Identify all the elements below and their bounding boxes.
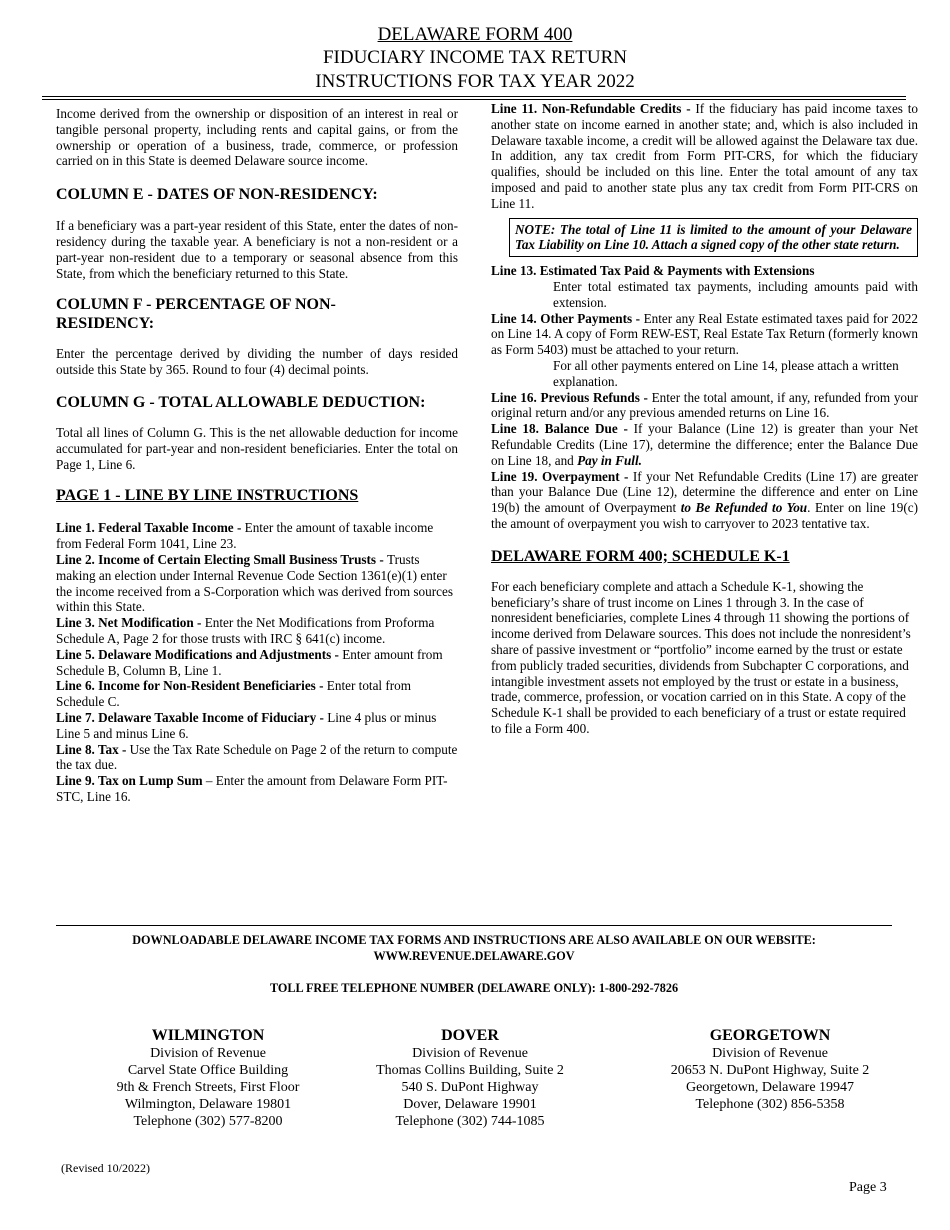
line-text: Enter the amount of taxable income from Federal Form 1041, Line 23.: [56, 520, 434, 552]
line-14-item: [491, 311, 918, 358]
download-notice: DOWNLOADABLE DELAWARE INCOME TAX FORMS AND INSTRUCTIONS ARE ALSO AVAILABLE ON OUR WEBSITE:: [132, 933, 816, 947]
line-2-item: [56, 552, 458, 615]
column-g-heading: COLUMN G - TOTAL ALLOWABLE DEDUCTION:: [56, 393, 426, 411]
right-column: [491, 101, 918, 737]
line-13-text: Enter total estimated tax payments, including amounts paid with extension.: [553, 278, 918, 310]
line-13-item: [491, 263, 918, 279]
line-14-text-extra: For all other payments entered on Line 14, please attach a written explanation.: [553, 357, 899, 389]
source-income-paragraph: Income derived from the ownership or disposition of an interest in real or tangible personal property, including rents and capital gains, or from the ownership or operation of a business, trade, commerce, or profession carried on in this State is deemed Delaware source income.: [56, 106, 458, 169]
office-line: Dover, Delaware 19901: [403, 1097, 537, 1112]
line-label: Line 16. Previous Refunds -: [491, 389, 648, 405]
column-g-text: Total all lines of Column G. This is the net allowable deduction for income accumulated for part-year and non-resident beneficiaries. Enter the total on Page 1, Line 6.: [56, 424, 458, 472]
office-city: DOVER: [441, 1027, 499, 1044]
line-text: Enter any Real Estate estimated taxes paid for 2022 on Line 14. A copy of Form REW-EST, Real Estate Tax Return (formerly known as Form 5403) must be attached to your return.: [491, 310, 918, 358]
line-text: Enter the total amount, if any, refunded from your original return and/or any previous amended returns on Line 16.: [491, 389, 918, 421]
website-link[interactable]: WWW.REVENUE.DELAWARE.GOV: [373, 949, 575, 963]
office-line: Division of Revenue: [712, 1046, 828, 1061]
line-text: Use the Tax Rate Schedule on Page 2 of the return to compute the tax due.: [56, 741, 458, 773]
schedule-k1-text: For each beneficiary complete and attach a Schedule K-1, showing the beneficiary’s share of trust income on Lines 1 through 3. In the case of nonresident beneficiaries, complete Lines 4 through 11 showing the portions of income derived from Delaware sources. This does not include the nonresident’s share of passive investment or “portfolio” income earned by the trust or estate from publicly traded securities, dividends from Subchapter C corporations, and intangible investment assets not employed by the trust or estate in a business, trade, commerce, profession, or vocation carried on in this State. A copy of the Schedule K-1 shall be provided to each beneficiary of a trust or estate required to file a Form 400.: [491, 578, 911, 736]
line-18-item: [491, 421, 918, 468]
footer-rule: [56, 925, 892, 926]
line-label: Line 8. Tax -: [56, 741, 127, 757]
refund-emphasis: to Be Refunded to You: [680, 500, 808, 516]
office-dover: [350, 1026, 590, 1130]
line-text: Enter the Net Modifications from Proforma Schedule A, Page 2 for those trusts with IRC § 641(c) income.: [56, 615, 435, 646]
office-wilmington: [88, 1026, 328, 1130]
line-text: Line 4 plus or minus Line 5 and minus Line 6.: [56, 709, 437, 741]
line-1-item: [56, 520, 458, 552]
line-label: Line 13. Estimated Tax Paid & Payments with Extensions: [491, 263, 815, 279]
office-line: Wilmington, Delaware 19801: [124, 1097, 292, 1112]
line-3-item: [56, 615, 458, 647]
line-label: Line 14. Other Payments -: [491, 310, 641, 326]
line-11-item: [491, 101, 918, 212]
column-f-text: Enter the percentage derived by dividing the number of days resided outside this State by 365. Round to four (4) decimal points.: [56, 346, 458, 378]
line-instructions-list: [56, 520, 458, 804]
office-city: GEORGETOWN: [709, 1027, 831, 1044]
line-label: Line 1. Federal Taxable Income -: [56, 520, 242, 536]
header-rule-bottom: [42, 99, 906, 100]
line-text: Enter total from Schedule C.: [56, 678, 412, 710]
line-label: Line 19. Overpayment -: [491, 468, 629, 484]
line-label: Line 3. Net Modification -: [56, 615, 202, 631]
line-text: If your Balance (Line 12) is greater than your Net Refundable Credits (Line 17), determine the difference; enter the Balance Due on Line 18, and: [491, 421, 918, 468]
page-number: Page 3: [849, 1180, 887, 1195]
line-9-item: [56, 773, 458, 805]
line-label: Line 7. Delaware Taxable Income of Fiduciary -: [56, 709, 324, 725]
office-line: Division of Revenue: [412, 1046, 528, 1061]
line-label: Line 2. Income of Certain Electing Small Business Trusts -: [56, 551, 388, 567]
line-label: Line 18. Balance Due -: [491, 421, 628, 437]
line-text-cont: . Enter on line 19(c) the amount of overpayment you wish to carryover to 2023 tentative tax.: [491, 500, 918, 531]
schedule-k1-heading: DELAWARE FORM 400; SCHEDULE K-1: [491, 547, 790, 565]
column-f-heading: COLUMN F - PERCENTAGE OF NON-RESIDENCY:: [56, 296, 336, 333]
form-title: DELAWARE FORM 400: [377, 24, 573, 45]
line-7-item: [56, 710, 458, 742]
revision-date: (Revised 10/2022): [61, 1161, 150, 1175]
line-19-item: [491, 469, 918, 532]
office-line: 20653 N. DuPont Highway, Suite 2: [670, 1063, 870, 1078]
pay-in-full-emphasis: Pay in Full.: [577, 452, 642, 468]
office-line: Telephone (302) 577-8200: [133, 1114, 283, 1129]
office-line: Georgetown, Delaware 19947: [685, 1080, 855, 1095]
line-5-item: [56, 647, 458, 679]
office-line: 9th & French Streets, First Floor: [116, 1080, 300, 1095]
line-text: Trusts making an election under Internal Revenue Code Section 1361(e)(1) enter the income received from a S-Corporation which was derived from sources within this State.: [56, 551, 453, 615]
instructions-title: INSTRUCTIONS FOR TAX YEAR 2022: [315, 71, 635, 92]
office-georgetown: [640, 1026, 900, 1113]
line-label: Line 11. Non-Refundable Credits -: [491, 101, 691, 116]
office-line: Division of Revenue: [150, 1046, 266, 1061]
line-text: If your Net Refundable Credits (Line 17) are greater than your Balance Due (Line 12), determine the difference and enter on Line 19(b) the amount of Overpayment: [491, 468, 918, 516]
page1-heading: PAGE 1 - LINE BY LINE INSTRUCTIONS: [56, 487, 359, 505]
office-city: WILMINGTON: [151, 1027, 265, 1044]
office-line: Telephone (302) 744-1085: [395, 1114, 545, 1129]
line-text: Enter amount from Schedule B, Column B, Line 1.: [56, 646, 443, 678]
line-label: Line 9. Tax on Lump Sum: [56, 773, 203, 789]
line-label: Line 5. Delaware Modifications and Adjustments -: [56, 646, 339, 662]
form-subtitle: FIDUCIARY INCOME TAX RETURN: [322, 47, 628, 68]
column-e-text: If a beneficiary was a part-year resident of this State, enter the dates of non-residency during the taxable year. A beneficiary is not a non-resident or a part-year non-resident due to a temporary or seasonal absence from this State, from which the beneficiary returned to this State.: [56, 218, 458, 281]
line-11-note-box: NOTE: The total of Line 11 is limited to the amount of your Delaware Tax Liability on Line 10. Attach a signed copy of the other state return.: [509, 218, 918, 258]
line-8-item: [56, 742, 458, 774]
office-line: 540 S. DuPont Highway: [401, 1080, 539, 1095]
header-rule-top: [42, 96, 906, 97]
line-16-item: [491, 390, 918, 422]
line-6-item: [56, 678, 458, 710]
line-text: If the fiduciary has paid income taxes to another state on income earned in another state; and, which is also included in Delaware taxable income, a credit will be allowed against the Delaware tax due. In addition, any tax credit from Form PIT-CRS, for which the fiduciary qualifies, should be included on this line. Enter the total amount of any tax imposed and paid to another state plus any tax credit from Form PIT-CRS on Line 11.: [491, 101, 918, 211]
office-line: Thomas Collins Building, Suite 2: [376, 1063, 564, 1078]
line-text: – Enter the amount from Delaware Form PIT-STC, Line 16.: [56, 773, 448, 804]
line-label: Line 6. Income for Non-Resident Beneficiaries -: [56, 678, 324, 694]
office-line: Telephone (302) 856-5358: [695, 1097, 845, 1112]
office-line: Carvel State Office Building: [127, 1063, 289, 1078]
column-e-heading: COLUMN E - DATES OF NON-RESIDENCY:: [56, 186, 378, 204]
left-column: [56, 106, 458, 805]
toll-free-phone: TOLL FREE TELEPHONE NUMBER (DELAWARE ONLY): 1-800-292-7826: [269, 981, 679, 995]
